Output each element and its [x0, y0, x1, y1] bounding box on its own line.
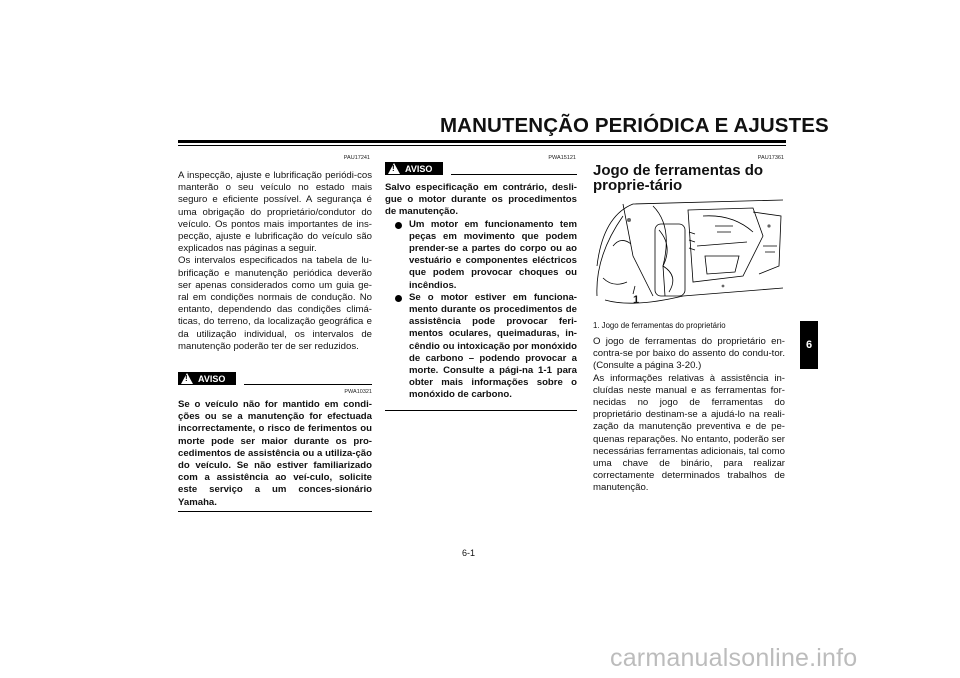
- section-code-middle: PWA15121: [548, 155, 576, 161]
- intro-paragraph-1: A inspecção, ajuste e lubrificação periódi-cos manterão o seu veículo no estado mais seguro e eficiente possível. A segurança é uma obrigação do proprietário/condutor do veículo. Os pontos mais importantes de ins-pecção, ajuste e lubrificação do veículo são explicados nas páginas a seguir.: [178, 170, 372, 255]
- toolkit-text: [593, 336, 785, 495]
- list-item-text: Se o motor estiver em funciona-mento durante os procedimentos de assistência pode provocar feri-mentos oculares, queimaduras, in-cêndio ou intoxicação por monóxido de carbono – podendo provocar a morte. Consulte a pági-na 1-1 para obter mais informações sobre o monóxido de carbono.: [409, 291, 577, 401]
- bullet-icon: [395, 222, 402, 229]
- toolkit-paragraph-2: As informações relativas à assistência in-cluídas neste manual e as ferramentas for-necidas no jogo de ferramentas do proprietário destinam-se a ajudá-lo na reali-zação da manutenção preventiva e de pe-quenas reparações. No entanto, poderão ser necessárias ferramentas adicionais, tal como uma chave de binário, para realizar correctamente determinados trabalhos de manutenção.: [593, 372, 785, 494]
- warning-label: AVISO: [198, 373, 226, 384]
- warning-text-middle: [385, 182, 577, 402]
- intro-text: [178, 170, 372, 353]
- warning-code: PWA10321: [344, 389, 372, 395]
- warning-header-left: [178, 372, 372, 386]
- warning-header-line: [451, 174, 577, 175]
- list-item: [385, 292, 577, 402]
- section-heading: Jogo de ferramentas do proprie-tário: [593, 162, 764, 194]
- chapter-tab: 6: [800, 321, 818, 369]
- figure-label: 1: [633, 294, 640, 306]
- warning-header-line: [244, 384, 372, 385]
- toolkit-illustration: [593, 196, 785, 310]
- bullet-icon: [395, 295, 402, 302]
- section-code-right: PAU17361: [757, 155, 784, 161]
- warning-header-middle: [385, 162, 577, 176]
- header-rule-thick: [178, 140, 786, 143]
- page-title: MANUTENÇÃO PERIÓDICA E AJUSTES: [440, 114, 829, 137]
- warning-triangle-icon: [181, 373, 193, 384]
- warning-label: AVISO: [405, 163, 433, 174]
- warning-badge: [385, 162, 443, 175]
- page-number: 6-1: [462, 548, 476, 558]
- warning-intro: Salvo especificação em contrário, desli-gue o motor durante os procedimentos de manutenção.: [385, 182, 577, 218]
- warning-end-rule: [178, 511, 372, 512]
- section-code: PAU17241: [343, 155, 370, 161]
- watermark: carmanualsonline.info: [610, 644, 858, 672]
- intro-paragraph-2: Os intervalos especificados na tabela de lu-brificação e manutenção periódica deverão ser apenas considerados como um guia ge-ral em condições normais de condução. No entanto, dependendo das condições climá-ticas, do terreno, da localização geográfica e da utilização individual, os intervalos de manutenção poderão ter de ser reduzidos.: [178, 255, 372, 352]
- toolkit-paragraph-1: O jogo de ferramentas do proprietário en-contra-se por baixo do assento do condu-tor. (Consulte a página 3-20.): [593, 336, 785, 372]
- warning-badge: [178, 372, 236, 385]
- warning-end-rule: [385, 410, 577, 411]
- figure-caption: 1. Jogo de ferramentas do proprietário: [593, 321, 726, 330]
- toolkit-figure: [593, 196, 785, 310]
- warning-text-left: Se o veículo não for mantido em condi-ções ou se a manutenção for efectuada incorrectamente, o risco de ferimentos ou morte pode ser maior durante os pro-cedimentos de assistência ou a utiliza-ção do veículo. Se não estiver familiarizado com a assistência ao veí-culo, solicite este serviço a um conces-sionário Yamaha.: [178, 399, 372, 508]
- warning-triangle-icon: [388, 163, 400, 174]
- header-rule-thin: [178, 145, 786, 146]
- list-item-text: Um motor em funcionamento tem peças em movimento que podem prender-se a partes do corpo ou ao vestuário e componentes eléctricos que podem provocar choques ou incêndios.: [409, 218, 577, 291]
- list-item: [385, 219, 577, 292]
